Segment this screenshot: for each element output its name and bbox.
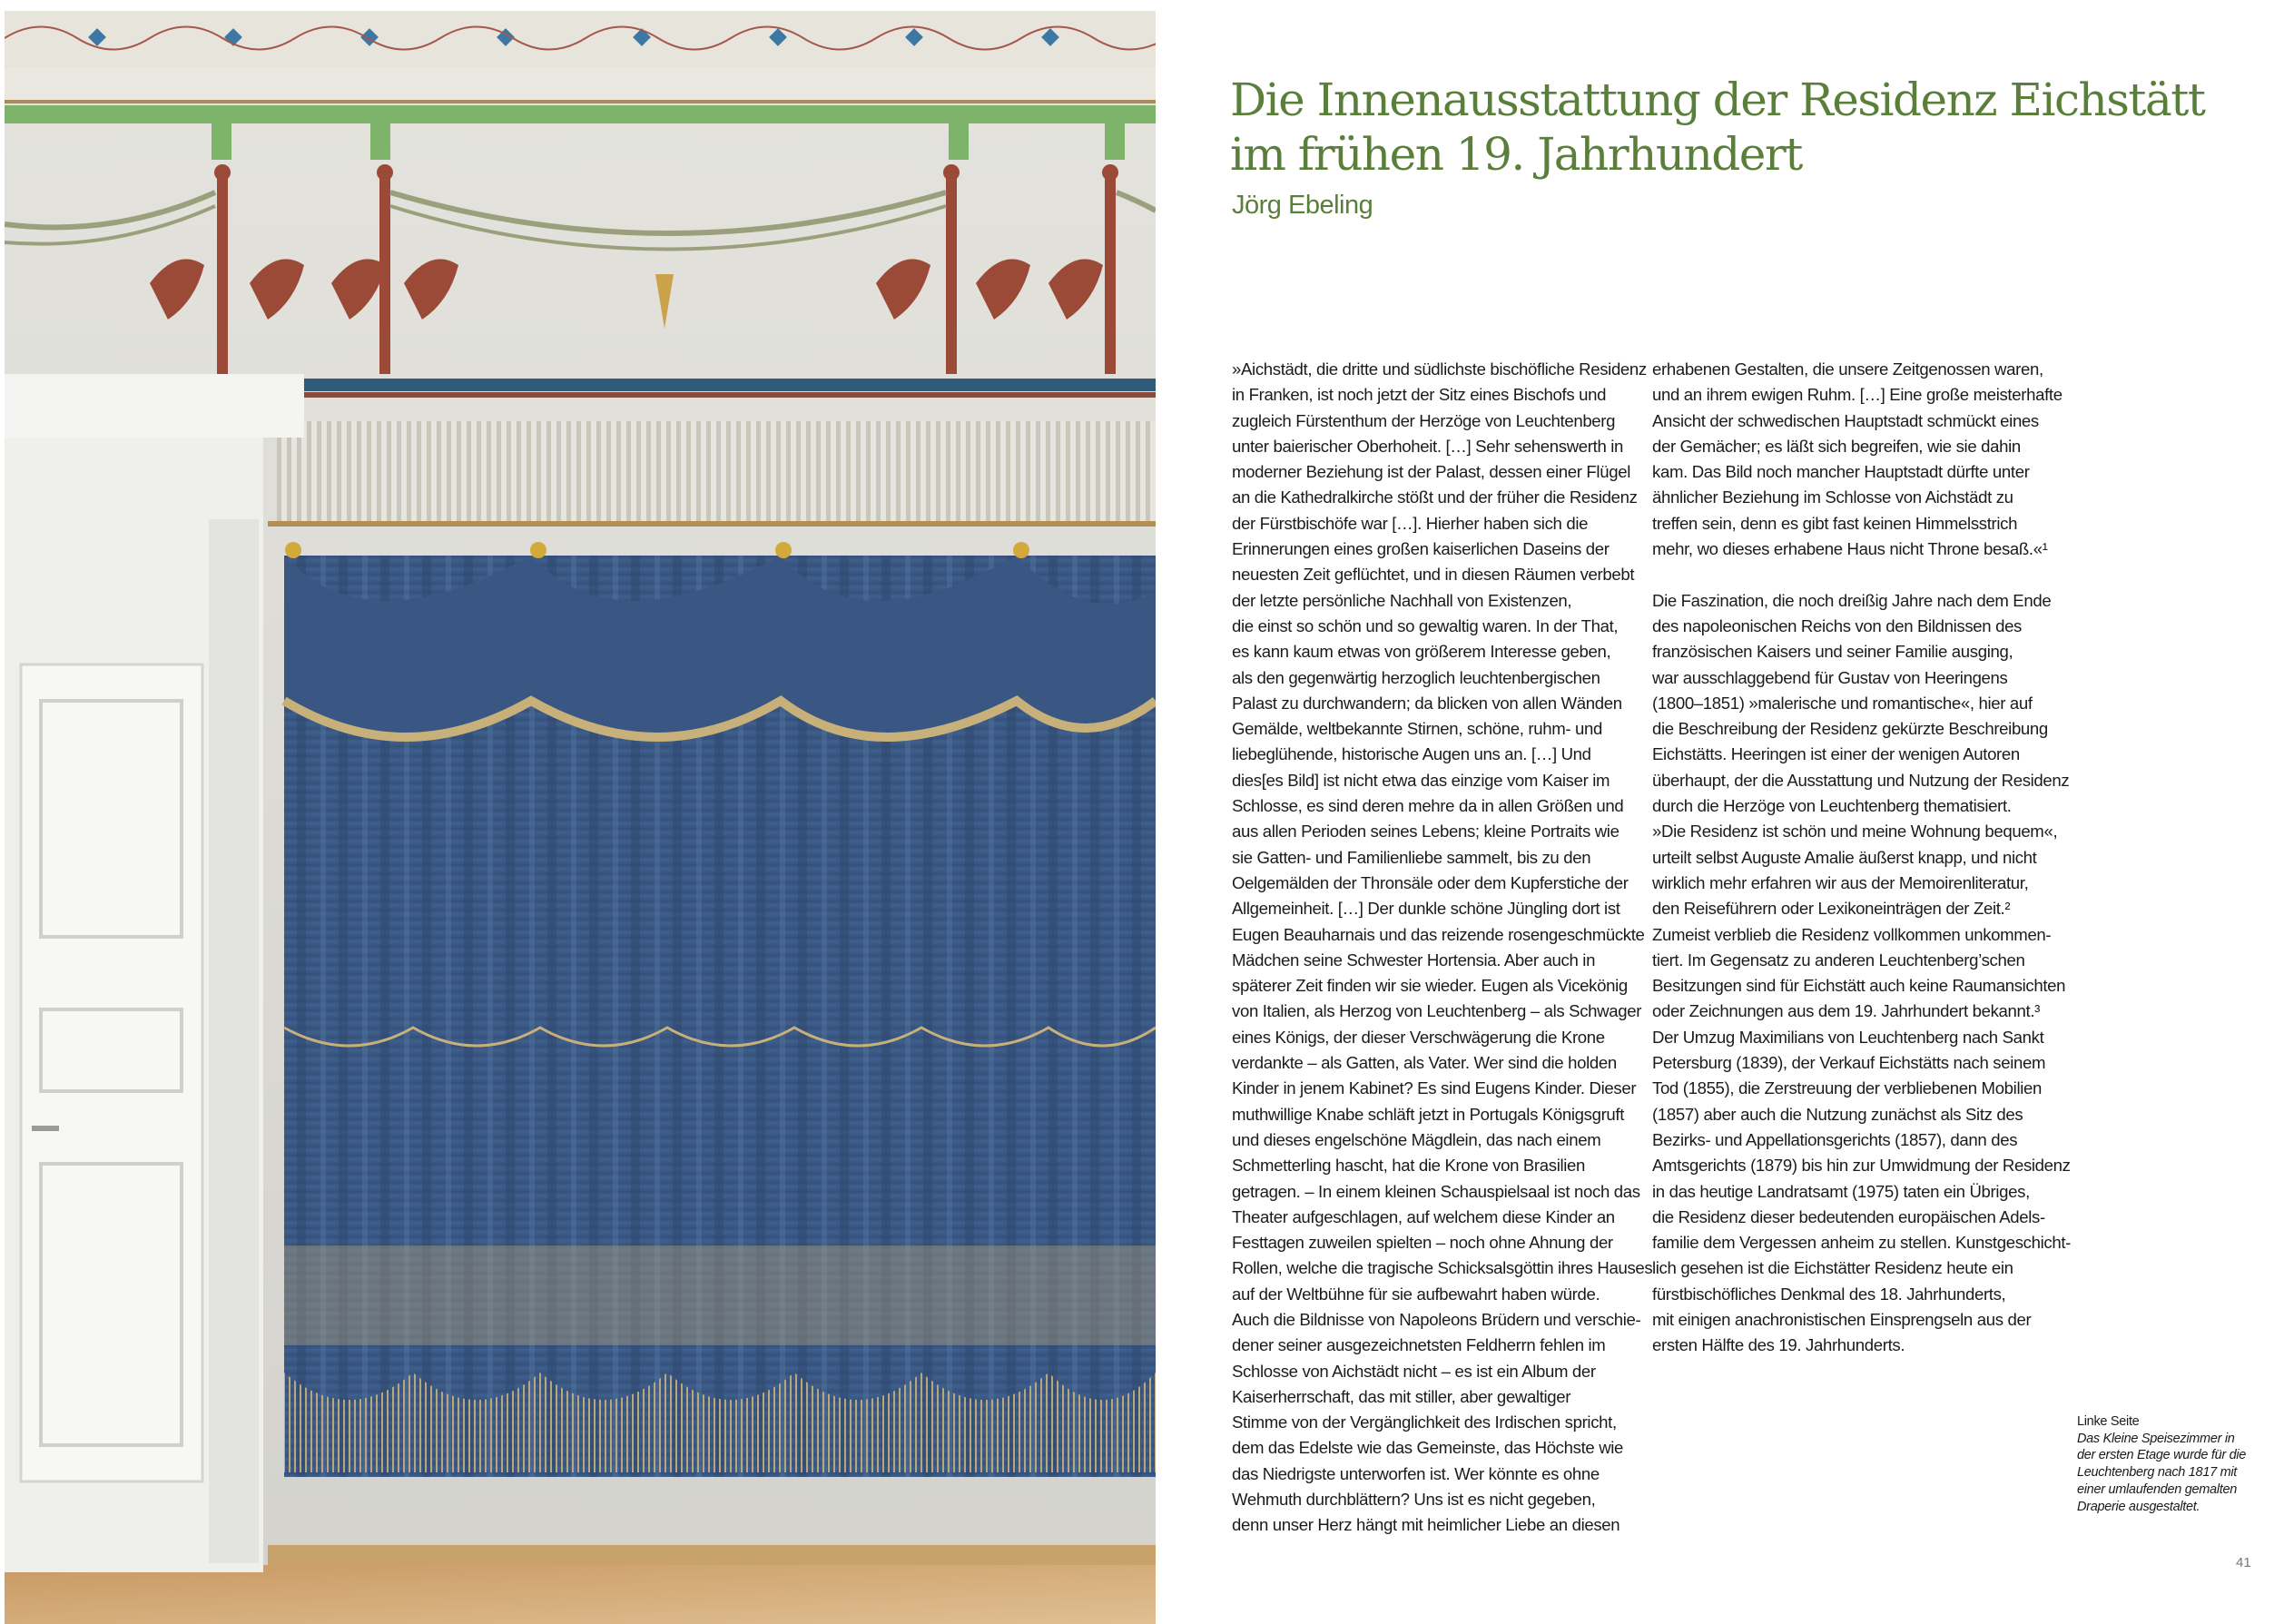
text-line: überhaupt, der die Ausstattung und Nutzung der Residenz — [1652, 770, 2070, 790]
text-line: die Residenz dieser bedeutenden europäischen Adels- — [1652, 1206, 2045, 1226]
text-line: die einst so schön und so gewaltig waren. In der That, — [1232, 615, 1619, 635]
text-line: fürstbischöfliches Denkmal des 18. Jahrhunderts, — [1652, 1284, 2006, 1304]
body-column-2 — [1652, 357, 2070, 1359]
text-line: Petersburg (1839), der Verkauf Eichstätts nach seinem — [1652, 1053, 2046, 1073]
text-line: auf der Weltbühne für sie aufbewahrt haben würde. — [1232, 1284, 1600, 1304]
text-line: Oelgemälden der Thronsäle oder dem Kupferstiche der — [1232, 872, 1629, 892]
text-line: in das heutige Landratsamt (1975) taten ein Übriges, — [1652, 1181, 2030, 1201]
title-line-1: Die Innenausstattung der Residenz Eichstätt — [1230, 74, 2205, 126]
caption-label: Linke Seite — [2077, 1414, 2140, 1429]
text-line: urteilt selbst Auguste Amalie äußerst knapp, und nicht — [1652, 847, 2037, 867]
image-caption — [2077, 1413, 2246, 1515]
text-line: ersten Hälfte des 19. Jahrhunderts. — [1652, 1335, 1905, 1355]
text-line: durch die Herzöge von Leuchtenberg thematisiert. — [1652, 796, 2012, 816]
text-line: Stimme von der Vergänglichkeit des Irdischen spricht, — [1232, 1412, 1617, 1432]
text-line: treffen sein, denn es gibt fast keinen Himmelsstrich — [1652, 513, 2018, 533]
text-line: muthwillige Knabe schläft jetzt in Portugals Königsgruft — [1232, 1104, 1625, 1124]
text-line: Wehmuth durchblättern? Uns ist es nicht gegeben, — [1232, 1490, 1596, 1510]
text-line: neuesten Zeit geflüchtet, und in diesen Räumen verbebt — [1232, 565, 1635, 585]
text-line: Besitzungen sind für Eichstätt auch keine Raumansichten — [1652, 976, 2066, 996]
text-line: Der Umzug Maximilians von Leuchtenberg nach Sankt — [1652, 1027, 2044, 1047]
text-line: wirklich mehr erfahren wir aus der Memoirenliteratur, — [1652, 872, 2029, 892]
text-line: der Gemächer; es läßt sich begreifen, wie sie dahin — [1652, 436, 2021, 456]
text-line: oder Zeichnungen aus dem 19. Jahrhundert bekannt.³ — [1652, 1001, 2040, 1021]
text-line: sie Gatten- und Familienliebe sammelt, bis zu den — [1232, 847, 1591, 867]
title-line-2: im frühen 19. Jahrhundert — [1230, 128, 1802, 181]
text-line: und an ihrem ewigen Ruhm. […] Eine große meisterhafte — [1652, 385, 2062, 405]
text-line: Kaiserherrschaft, das mit stiller, aber gewaltiger — [1232, 1386, 1571, 1406]
caption-line: Leuchtenberg nach 1817 mit — [2077, 1465, 2237, 1481]
text-line: zugleich Fürstenthum der Herzöge von Leuchtenberg — [1232, 410, 1616, 430]
body-column-1 — [1232, 357, 1653, 1539]
text-line: dies[es Bild] ist nicht etwa das einzige vom Kaiser im — [1232, 770, 1610, 790]
text-line: die Beschreibung der Residenz gekürzte Beschreibung — [1652, 719, 2048, 739]
text-line: familie dem Vergessen anheim zu stellen. Kunstgeschicht- — [1652, 1233, 2071, 1253]
text-line: Allgemeinheit. […] Der dunkle schöne Jüngling dort ist — [1232, 899, 1620, 919]
text-line: Die Faszination, die noch dreißig Jahre nach dem Ende — [1652, 590, 2052, 610]
text-line: Bezirks- und Appellationsgerichts (1857), dann des — [1652, 1129, 2018, 1149]
text-line: dem das Edelste wie das Gemeinste, das Höchste wie — [1232, 1438, 1624, 1458]
text-line: als den gegenwärtig herzoglich leuchtenbergischen — [1232, 667, 1600, 687]
caption-line: der ersten Etage wurde für die — [2077, 1448, 2247, 1463]
text-line: (1800–1851) »malerische und romantische«, hier auf — [1652, 693, 2033, 713]
text-line: war ausschlaggebend für Gustav von Heeringens — [1652, 667, 2008, 687]
text-line: Kinder in jenem Kabinet? Es sind Eugens Kinder. Dieser — [1232, 1078, 1637, 1098]
text-line: an die Kathedralkirche stößt und der früher die Residenz — [1232, 487, 1638, 507]
text-line: späterer Zeit finden wir sie wieder. Eugen als Vicekönig — [1232, 976, 1628, 996]
text-line: den Reiseführern oder Lexikoneinträgen der Zeit.² — [1652, 899, 2011, 919]
text-line: Festtagen zuweilen spielten – noch ohne Ahnung der — [1232, 1233, 1613, 1253]
text-line: Eugen Beauharnais und das reizende rosengeschmückte — [1232, 924, 1645, 944]
article-title — [1230, 73, 2247, 182]
text-line: Eichstätts. Heeringen ist einer der wenigen Autoren — [1652, 744, 2020, 764]
text-line: mit einigen anachronistischen Einsprengseln aus der — [1652, 1309, 2032, 1329]
text-line: verdankte – als Gatten, als Vater. Wer sind die holden — [1232, 1053, 1617, 1073]
text-line: der Fürstbischöfe war […]. Hierher haben sich die — [1232, 513, 1589, 533]
room-photo-curtain-drapery — [5, 11, 1156, 1624]
text-line: (1857) aber auch die Nutzung zunächst als Sitz des — [1652, 1104, 2023, 1124]
text-line: unter baierischer Oberhoheit. […] Sehr sehenswerth in — [1232, 436, 1624, 456]
text-line: von Italien, als Herzog von Leuchtenberg – als Schwager — [1232, 1001, 1642, 1021]
caption-line: Draperie ausgestaltet. — [2077, 1499, 2200, 1514]
text-line: des napoleonischen Reichs von den Bildnissen des — [1652, 615, 2023, 635]
article-author: Jörg Ebeling — [1232, 191, 1373, 220]
text-line: Schlosse von Aichstädt nicht – es ist ein Album der — [1232, 1361, 1596, 1381]
text-line: Amtsgerichts (1879) bis hin zur Umwidmung der Residenz — [1652, 1156, 2071, 1176]
text-line: Zumeist verblieb die Residenz vollkommen unkommen- — [1652, 924, 2052, 944]
text-line: mehr, wo dieses erhabene Haus nicht Throne besaß.«¹ — [1652, 539, 2048, 559]
text-line: dener seiner ausgezeichnetsten Feldherrn fehlen im — [1232, 1335, 1606, 1355]
text-line: Schlosse, es sind deren mehre da in allen Größen und — [1232, 796, 1624, 816]
caption-line: einer umlaufenden gemalten — [2077, 1481, 2237, 1497]
page-number: 41 — [2236, 1555, 2251, 1570]
text-line: tiert. Im Gegensatz zu anderen Leuchtenberg’schen — [1652, 950, 2025, 969]
text-line: Gemälde, weltbekannte Stirnen, schöne, ruhm- und — [1232, 719, 1602, 739]
text-line: Schmetterling hascht, hat die Krone von Brasilien — [1232, 1156, 1586, 1176]
text-line: Ansicht der schwedischen Hauptstadt schmückt eines — [1652, 410, 2039, 430]
text-line: und dieses engelschöne Mägdlein, das nach einem — [1232, 1129, 1601, 1149]
text-line: das Niedrigste unterworfen ist. Wer könnte es ohne — [1232, 1463, 1600, 1483]
text-line: »Die Residenz ist schön und meine Wohnung bequem«, — [1652, 822, 2058, 842]
text-line: Mädchen seine Schwester Hortensia. Aber auch in — [1232, 950, 1596, 969]
text-line: ähnlicher Beziehung im Schlosse von Aichstädt zu — [1652, 487, 2013, 507]
text-line: Palast zu durchwandern; da blicken von allen Wänden — [1232, 693, 1622, 713]
text-line: getragen. – In einem kleinen Schauspielsaal ist noch das — [1232, 1181, 1640, 1201]
text-line: Rollen, welche die tragische Schicksalsgöttin ihres Hauses — [1232, 1258, 1653, 1278]
text-line: französischen Kaisers und seiner Familie ausging, — [1652, 642, 2013, 662]
text-line: aus allen Perioden seines Lebens; kleine Portraits wie — [1232, 822, 1619, 842]
text-line: moderner Beziehung ist der Palast, dessen einer Flügel — [1232, 462, 1630, 482]
text-line: kam. Das Bild noch mancher Hauptstadt dürfte unter — [1652, 462, 2030, 482]
text-line: in Franken, ist noch jetzt der Sitz eines Bischofs und — [1232, 385, 1607, 405]
text-line: Theater aufgeschlagen, auf welchem diese Kinder an — [1232, 1206, 1615, 1226]
text-line: »Aichstädt, die dritte und südlichste bischöfliche Residenz — [1232, 359, 1647, 379]
text-line: Erinnerungen eines großen kaiserlichen Daseins der — [1232, 539, 1610, 559]
text-line: es kann kaum etwas von größerem Interesse geben, — [1232, 642, 1611, 662]
text-line: lich gesehen ist die Eichstätter Residenz heute ein — [1652, 1258, 2013, 1278]
text-line: erhabenen Gestalten, die unsere Zeitgenossen waren, — [1652, 359, 2043, 379]
text-line: denn unser Herz hängt mit heimlicher Liebe an diesen — [1232, 1515, 1620, 1535]
text-line: liebeglühende, historische Augen uns an. […] Und — [1232, 744, 1591, 764]
text-line: Tod (1855), die Zerstreuung der verbliebenen Mobilien — [1652, 1078, 2042, 1098]
caption-line: Das Kleine Speisezimmer in — [2077, 1431, 2235, 1446]
text-line: Auch die Bildnisse von Napoleons Brüdern und verschie- — [1232, 1309, 1641, 1329]
text-line: eines Königs, der dieser Verschwägerung die Krone — [1232, 1027, 1605, 1047]
text-line — [1652, 562, 2070, 587]
text-line: der letzte persönliche Nachhall von Existenzen, — [1232, 590, 1572, 610]
